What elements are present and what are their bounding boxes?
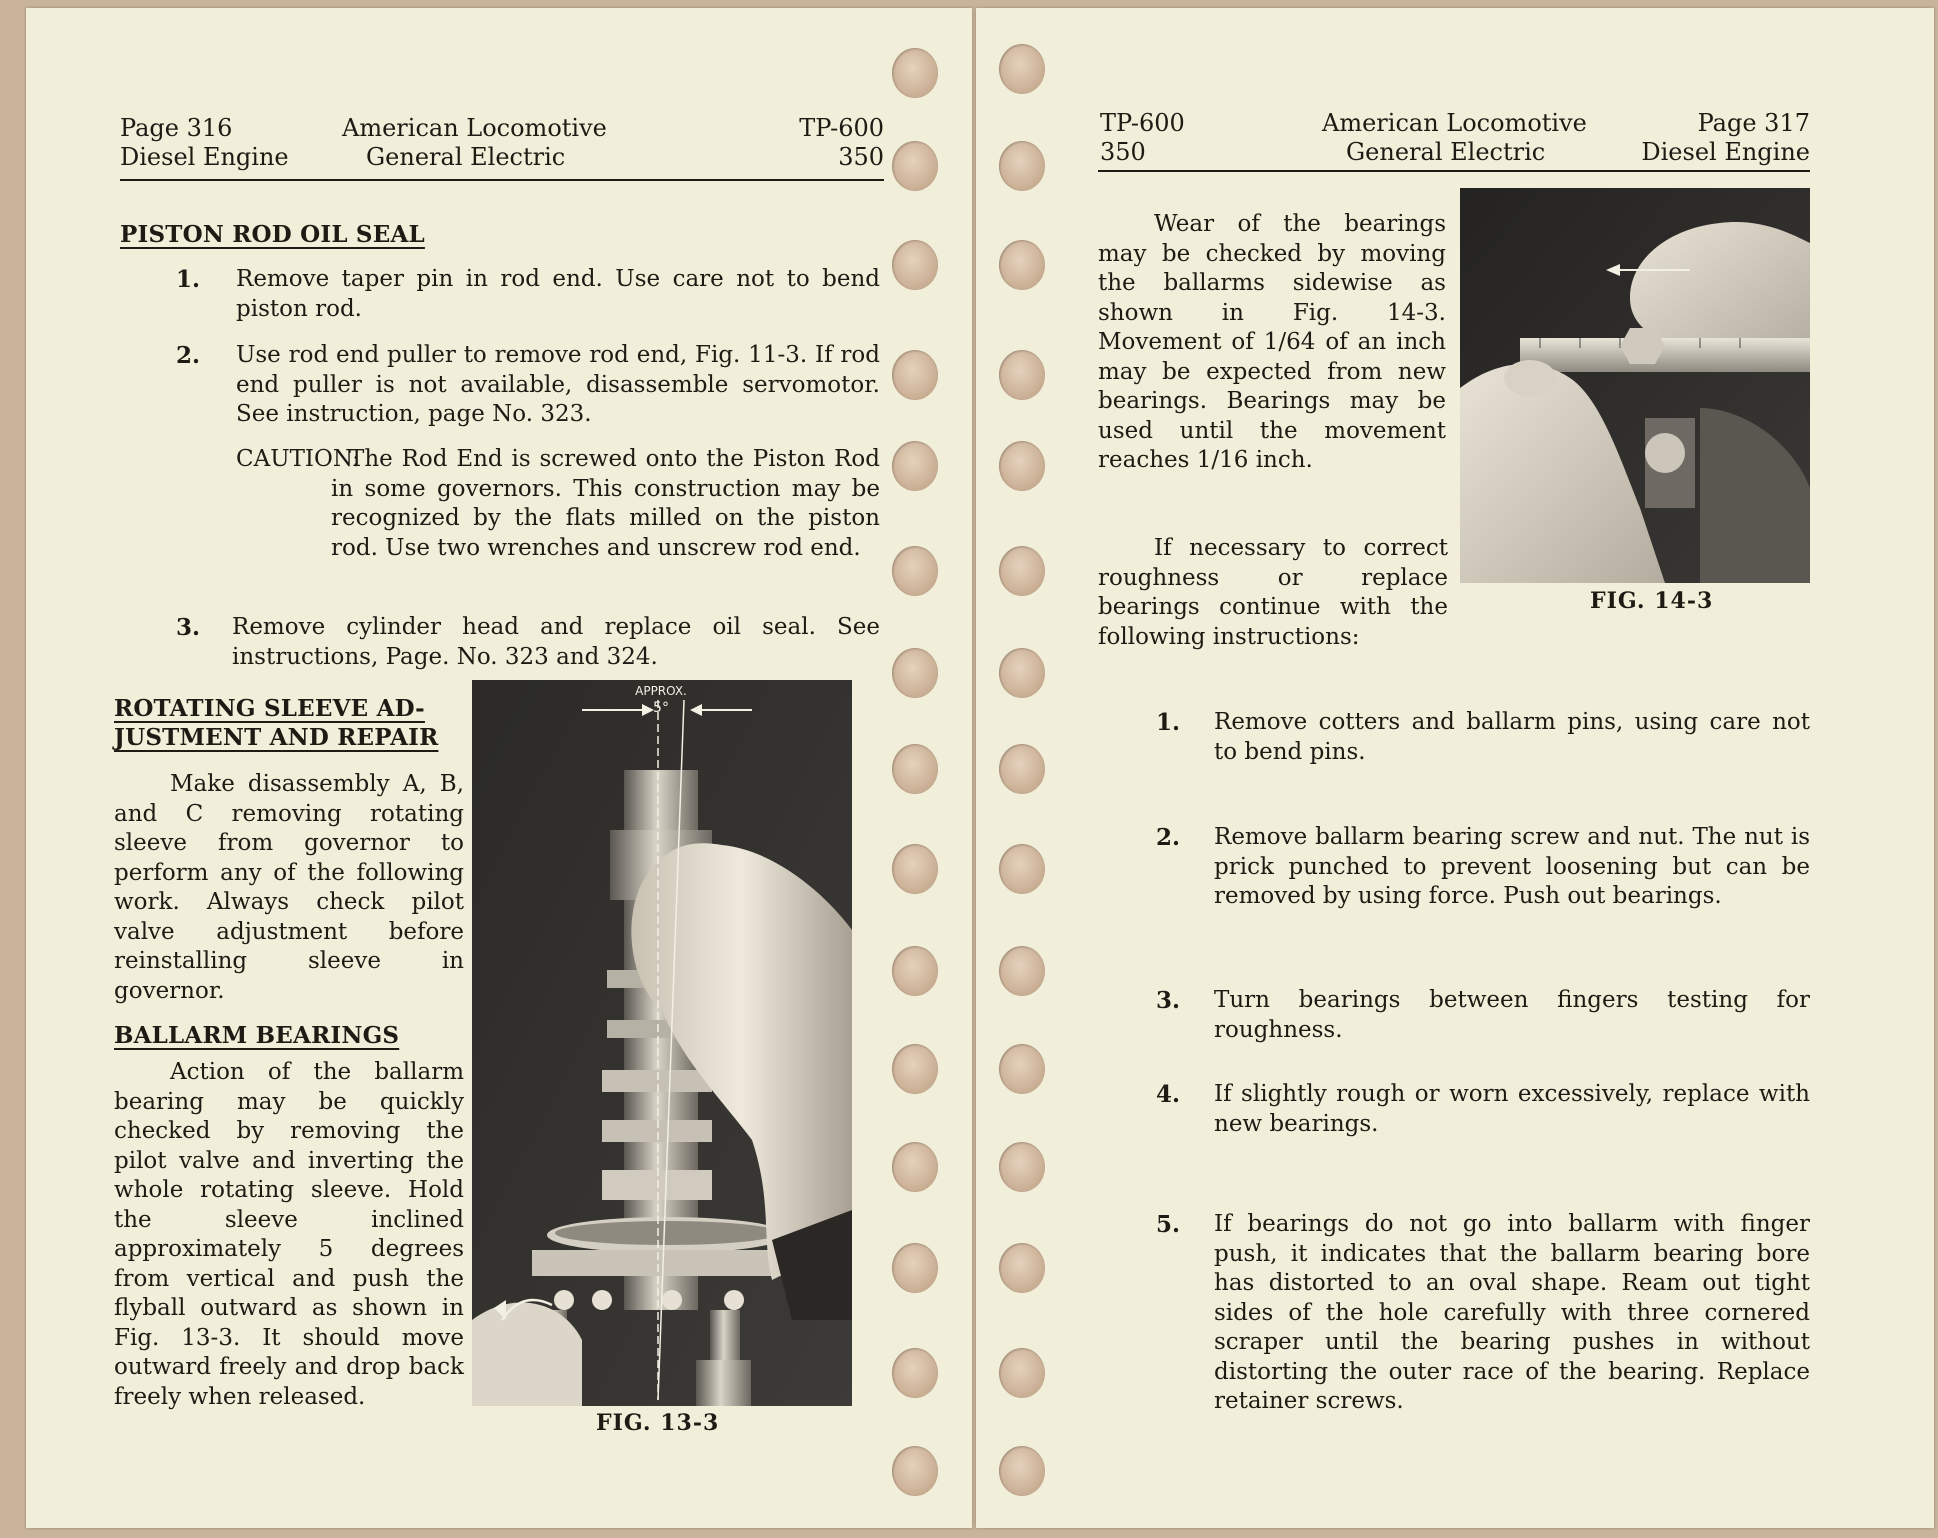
- rotating-sleeve-paragraph: Make disassembly A, B, and C removing rotating sleeve from governor to perform any of the following work. Always check pilot valve adjustment before reinstalling sleeve in governor.: [114, 771, 464, 1004]
- doc-number: 350: [838, 143, 884, 171]
- step-number: 2.: [176, 342, 201, 369]
- header-rule: [120, 179, 884, 181]
- binder-hole: [999, 44, 1045, 94]
- left-page: [26, 8, 972, 1528]
- section-heading-ballarm-bearings: BALLARM BEARINGS: [114, 1022, 400, 1049]
- caution-text: The Rod End is screwed onto the Piston Rod in some governors. This construction may be recognized by the flats milled on the piston rod. Use two wrenches and unscrew rod end.: [331, 446, 880, 561]
- right-page: [976, 8, 1934, 1528]
- figure-14-3-photo: [1460, 188, 1810, 583]
- binder-hole: [999, 546, 1045, 596]
- binder-hole: [999, 1348, 1045, 1398]
- section-heading-rotating-sleeve-cont: JUSTMENT AND REPAIR: [114, 724, 439, 751]
- binder-hole: [999, 441, 1045, 491]
- binder-hole: [892, 844, 938, 894]
- doc-code: TP-600: [799, 114, 884, 142]
- section-title: Diesel Engine: [120, 143, 289, 171]
- page-number: Page 317: [1697, 109, 1810, 137]
- binder-hole: [892, 350, 938, 400]
- section-heading-piston-rod-oil-seal: PISTON ROD OIL SEAL: [120, 221, 425, 248]
- binder-hole: [892, 1142, 938, 1192]
- wear-check-paragraph: Wear of the bearings may be checked by moving the ballarms sidewise as shown in Fig. 14-3. Movement of 1/64 of an inch may be expected from new bearings. Bearings may be used until the movement reaches 1/16 inch.: [1098, 211, 1446, 473]
- binder-hole: [892, 546, 938, 596]
- binder-hole: [999, 141, 1045, 191]
- company-subtitle: General Electric: [366, 143, 566, 171]
- page-number: Page 316: [120, 114, 233, 142]
- step-number: 2.: [1156, 824, 1181, 851]
- binder-hole: [892, 240, 938, 290]
- step-text: If slightly rough or worn excessively, replace with new bearings.: [1214, 1081, 1810, 1137]
- binder-hole: [892, 1243, 938, 1293]
- binder-hole: [892, 48, 938, 98]
- step-number: 1.: [1156, 709, 1181, 736]
- binder-hole: [892, 946, 938, 996]
- binder-hole: [892, 744, 938, 794]
- binder-hole: [999, 350, 1045, 400]
- continue-paragraph: If necessary to correct roughness or replace bearings continue with the following instructions:: [1098, 535, 1448, 650]
- figure-caption: FIG. 14-3: [1590, 588, 1714, 614]
- binder-hole: [999, 1243, 1045, 1293]
- binder-hole: [892, 1348, 938, 1398]
- binder-hole: [892, 141, 938, 191]
- binder-hole: [999, 1446, 1045, 1496]
- step-text: Remove taper pin in rod end. Use care not to bend piston rod.: [236, 266, 880, 322]
- step-number: 1.: [176, 266, 201, 293]
- step-text: Turn bearings between fingers testing for roughness.: [1214, 987, 1810, 1043]
- binder-hole: [892, 1446, 938, 1496]
- binder-hole: [999, 1044, 1045, 1094]
- figure-annotation-angle: 5°: [653, 700, 669, 716]
- step-text: Remove ballarm bearing screw and nut. The nut is prick punched to prevent loosening but can be removed by using force. Push out bearings.: [1214, 824, 1810, 909]
- section-title: Diesel Engine: [1641, 138, 1810, 166]
- section-heading-rotating-sleeve: ROTATING SLEEVE AD-: [114, 695, 425, 722]
- header-rule: [1098, 170, 1810, 172]
- binder-hole: [999, 844, 1045, 894]
- doc-code: TP-600: [1100, 109, 1185, 137]
- company-subtitle: General Electric: [1346, 138, 1546, 166]
- binder-hole: [999, 744, 1045, 794]
- step-number: 4.: [1156, 1081, 1181, 1108]
- caution-label: CAUTION:: [236, 446, 360, 472]
- step-text: Remove cotters and ballarm pins, using care not to bend pins.: [1214, 709, 1810, 765]
- step-number: 3.: [1156, 987, 1181, 1014]
- ballarm-bearings-paragraph: Action of the ballarm bearing may be quickly checked by removing the pilot valve and inverting the whole rotating sleeve. Hold the sleeve inclined approximately 5 degrees from vertical and push the flyball outward as shown in Fig. 13-3. It should move outward freely and drop back freely when released.: [114, 1059, 464, 1410]
- binder-hole: [892, 1044, 938, 1094]
- step-text: Use rod end puller to remove rod end, Fig. 11-3. If rod end puller is not available, disassemble servomotor. See instruction, page No. 323.: [236, 342, 880, 427]
- figure-13-3-photo: [472, 680, 852, 1406]
- step-number: 3.: [176, 614, 201, 641]
- company-name: American Locomotive: [1322, 109, 1587, 137]
- binder-hole: [999, 946, 1045, 996]
- step-text: If bearings do not go into ballarm with finger push, it indicates that the ballarm bearing bore has distorted to an oval shape. Ream out tight sides of the hole carefully with three cornered scraper until the bearing pushes in without distorting the outer race of the bearing. Replace retainer screws.: [1214, 1211, 1810, 1414]
- binder-hole: [999, 240, 1045, 290]
- binder-hole: [892, 441, 938, 491]
- step-text: Remove cylinder head and replace oil seal. See instructions, Page. No. 323 and 324.: [232, 614, 880, 670]
- step-number: 5.: [1156, 1211, 1181, 1238]
- binder-hole: [892, 648, 938, 698]
- doc-number: 350: [1100, 138, 1146, 166]
- binder-hole: [999, 1142, 1045, 1192]
- figure-annotation-approx: APPROX.: [635, 684, 687, 698]
- figure-caption: FIG. 13-3: [596, 1410, 720, 1436]
- binder-hole: [999, 648, 1045, 698]
- company-name: American Locomotive: [342, 114, 607, 142]
